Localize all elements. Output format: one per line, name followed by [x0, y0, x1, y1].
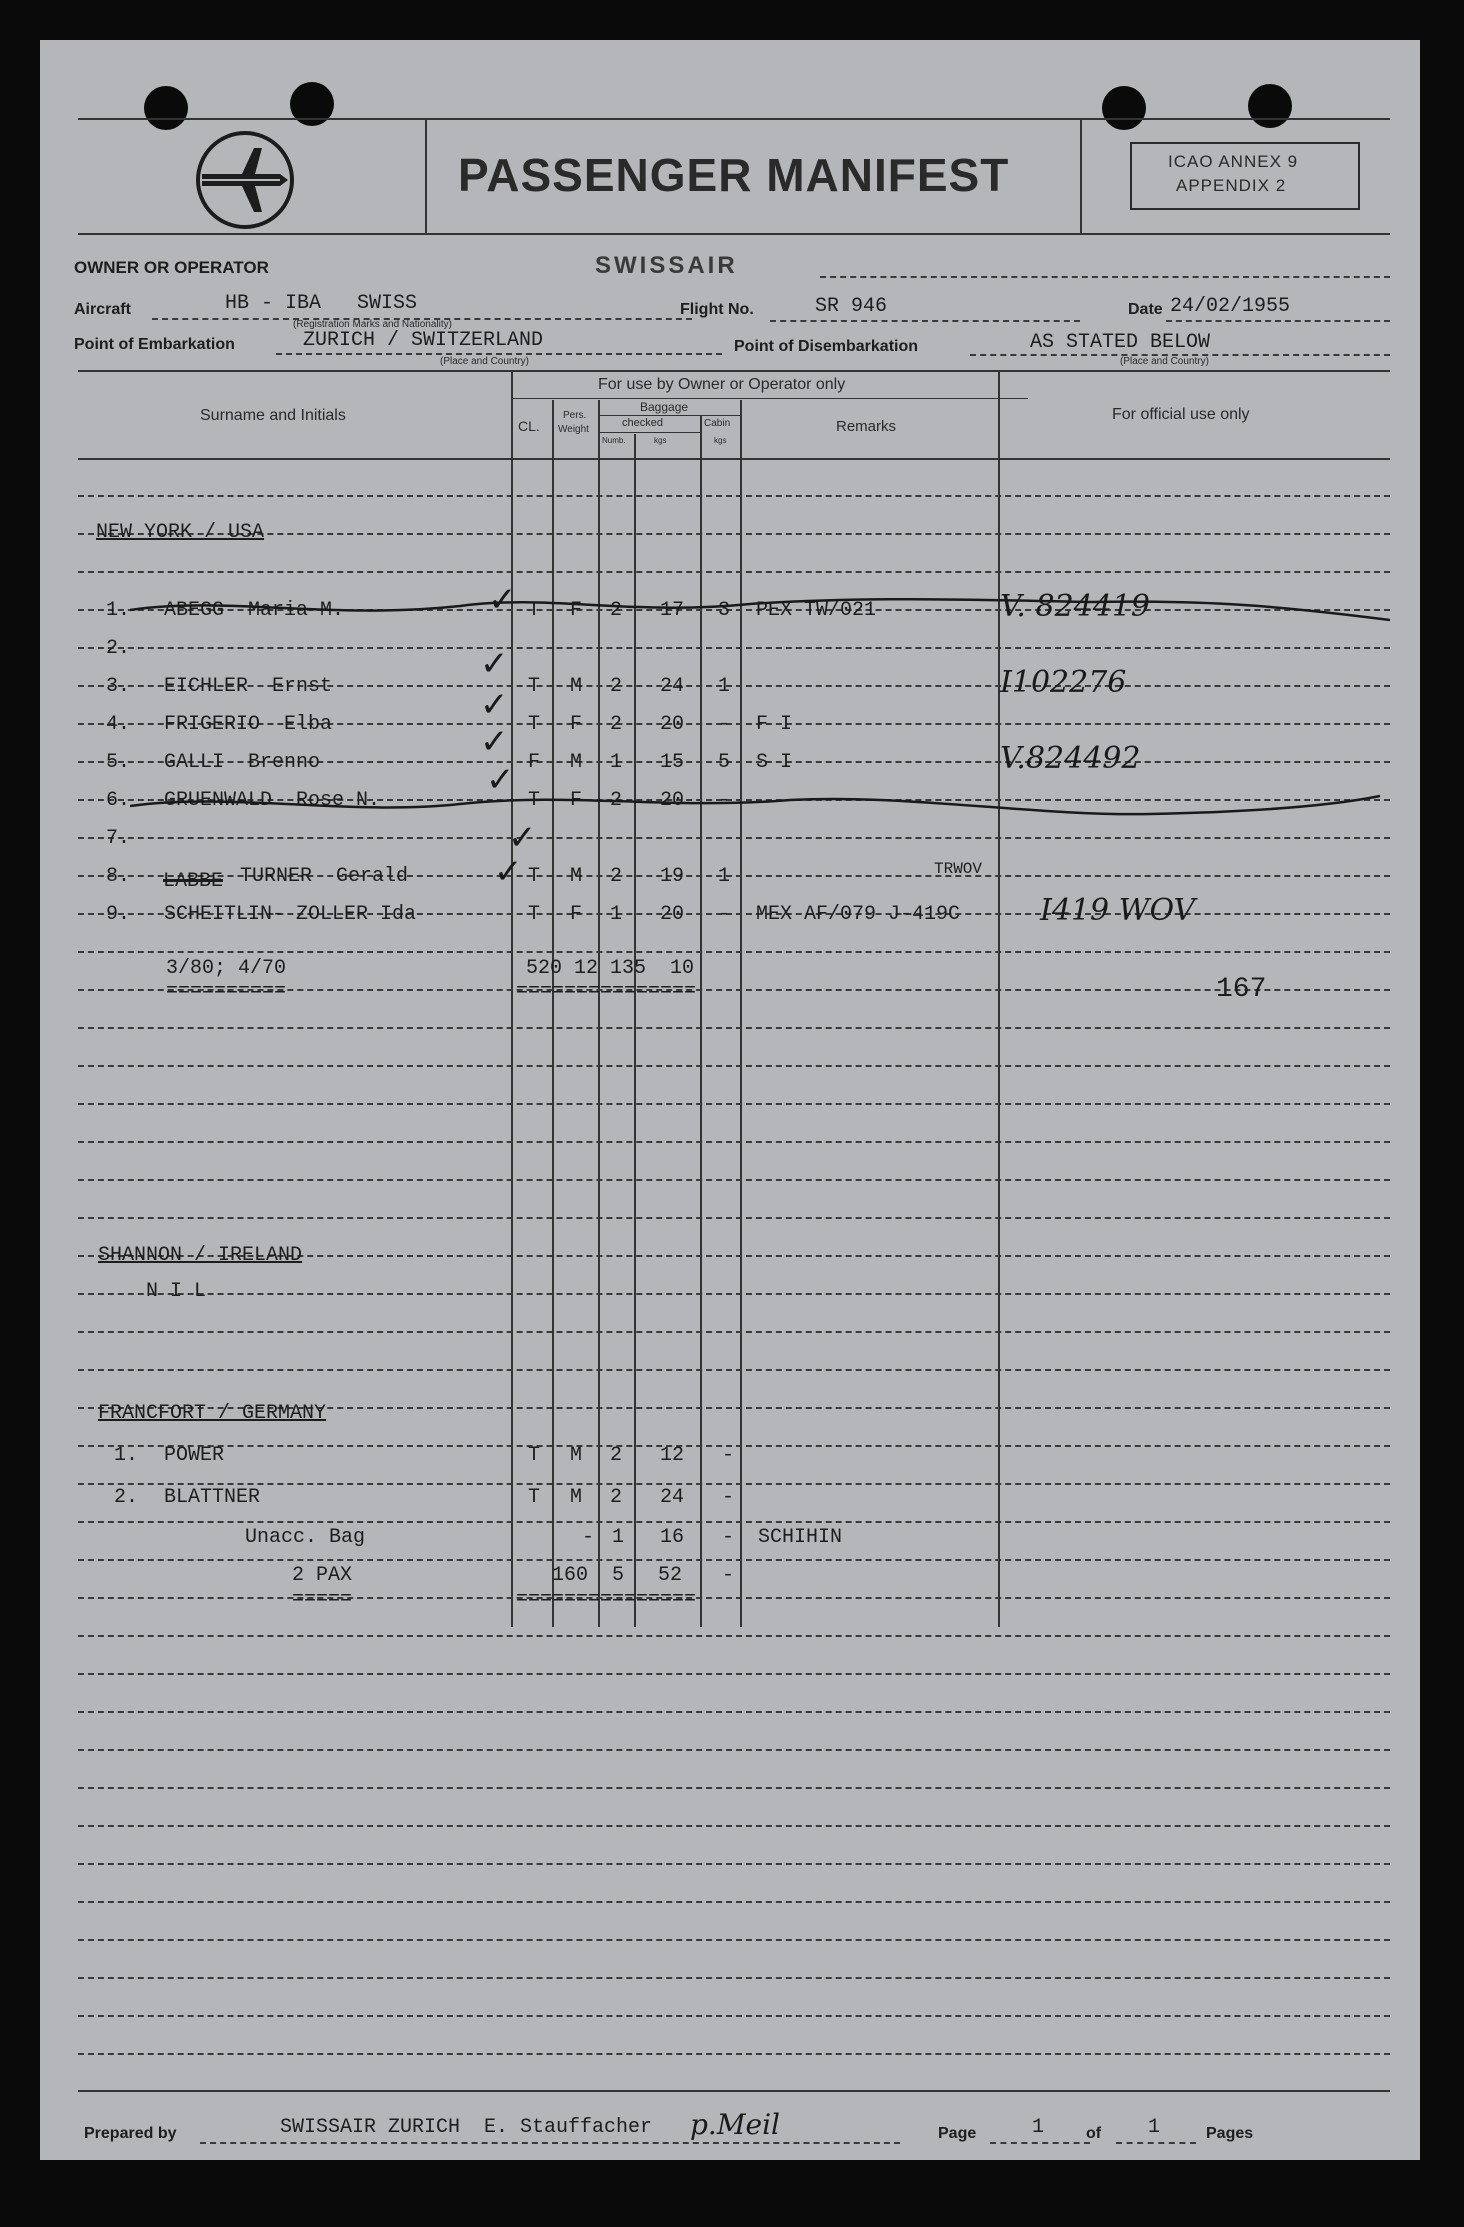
col-line	[998, 370, 1000, 1627]
col-line	[598, 400, 600, 1627]
pax-numb: 5	[612, 1564, 625, 1587]
passenger-name: ABEGG Maria M.	[164, 599, 345, 622]
of-rule	[1116, 2142, 1196, 2144]
airline-logo-icon	[192, 130, 298, 230]
ny-totals-cols-underline: ===============	[516, 980, 697, 1003]
row-rule	[78, 1293, 1390, 1295]
row-number: 8.	[106, 865, 131, 888]
passenger-name: TURNER Gerald	[240, 865, 409, 888]
page-title: PASSENGER MANIFEST	[458, 149, 1010, 201]
row-rule	[78, 533, 1390, 535]
check-mark: ✓	[508, 818, 537, 858]
row-rule	[78, 1103, 1390, 1105]
row-rule	[78, 1711, 1390, 1713]
row-rule	[78, 1217, 1390, 1219]
row-rule	[78, 1483, 1390, 1485]
row-number: 1.	[114, 1444, 139, 1467]
bag-kgs-cell: 20	[660, 903, 685, 926]
aircraft-note: (Registration Marks and Nationality)	[293, 319, 452, 330]
punch-hole	[144, 86, 188, 130]
baggage-rule	[600, 415, 740, 416]
date-label: Date	[1128, 301, 1163, 318]
check-mark: ✓	[494, 852, 523, 892]
cabin-cell: -	[718, 713, 731, 736]
bag-kgs-cell: 15	[660, 751, 685, 774]
row-rule	[78, 1369, 1390, 1371]
weight-cell: F	[570, 713, 583, 736]
weight-cell: F	[570, 599, 583, 622]
cabin-cell: -	[722, 1486, 735, 1509]
table-top-rule	[78, 370, 1390, 372]
struck-word: LABBE	[163, 870, 224, 893]
date-value: 24/02/1955	[1170, 295, 1291, 318]
ny-totals-label: 3/80; 4/70	[166, 957, 287, 980]
row-rule	[78, 1825, 1390, 1827]
row-number: 1.	[106, 599, 131, 622]
row-rule	[78, 1027, 1390, 1029]
passenger-name: EICHLER Ernst	[164, 675, 333, 698]
bag-count-cell: 2	[610, 1486, 623, 1509]
kgs-heading: kgs	[654, 436, 667, 445]
pages-label: Pages	[1206, 2125, 1254, 2142]
cabin-cell: -	[718, 789, 731, 812]
bag-kgs-cell: 19	[660, 865, 685, 888]
class-cell: T	[528, 1486, 541, 1509]
passenger-name: POWER	[164, 1444, 225, 1467]
check-mark: ✓	[486, 760, 515, 800]
bag-kgs-cell: 12	[660, 1444, 685, 1467]
manifest-sheet	[40, 40, 1420, 2160]
embark-value: ZURICH / SWITZERLAND	[303, 329, 544, 352]
ny-totals-underline: ==========	[166, 980, 287, 1003]
prepared-value: SWISSAIR ZURICH E. Stauffacher	[280, 2116, 653, 2139]
row-rule	[78, 1673, 1390, 1675]
prepared-label: Prepared by	[84, 2125, 177, 2142]
disembark-note: (Place and Country)	[1120, 356, 1209, 367]
page-label: Page	[938, 2125, 977, 2142]
date-rule	[1166, 320, 1390, 322]
bag-kgs-cell: 24	[660, 1486, 685, 1509]
icao-line-2: APPENDIX 2	[1176, 176, 1287, 195]
remarks-cell: S I	[756, 751, 793, 774]
class-cell: F	[528, 751, 541, 774]
passenger-name: FRIGERIO Elba	[164, 713, 333, 736]
class-cell: T	[528, 599, 541, 622]
section-heading-new-york: NEW YORK / USA	[96, 521, 265, 544]
row-rule	[78, 1597, 1390, 1599]
table-header-rule	[78, 458, 1390, 460]
remarks-cell: MEX AF/079 J-419C	[756, 903, 961, 926]
cabin-cell: -	[718, 903, 731, 926]
header-divider	[1080, 118, 1082, 233]
page-rule	[990, 2142, 1090, 2144]
checked-rule	[600, 432, 700, 433]
pax-label: 2 PAX	[292, 1564, 353, 1587]
shannon-nil: N I L	[146, 1280, 207, 1303]
unacc-remarks: SCHIHIN	[758, 1526, 843, 1549]
of-label: of	[1086, 2125, 1102, 2142]
check-mark: ✓	[480, 644, 509, 684]
signature: p.Meil	[690, 2108, 780, 2141]
row-rule	[78, 1787, 1390, 1789]
bag-count-cell: 2	[610, 1444, 623, 1467]
row-rule	[78, 1179, 1390, 1181]
row-rule	[78, 1331, 1390, 1333]
page-value: 1	[1032, 2116, 1045, 2139]
class-cell: T	[528, 903, 541, 926]
official-entry: V.824492	[1000, 741, 1141, 776]
disembark-value: AS STATED BELOW	[1030, 331, 1211, 354]
weight-cell: M	[570, 865, 583, 888]
cabin-kgs-heading: kgs	[714, 436, 727, 445]
remarks-heading: Remarks	[836, 418, 897, 435]
flight-label: Flight No.	[680, 301, 754, 318]
of-value: 1	[1148, 2116, 1161, 2139]
class-cell: T	[528, 1444, 541, 1467]
aircraft-label: Aircraft	[74, 301, 131, 318]
col-line	[552, 400, 554, 1627]
row-rule	[78, 837, 1390, 839]
check-mark: ✓	[480, 722, 509, 762]
pers-weight-heading-1: Pers.	[563, 410, 587, 421]
bag-count-cell: 2	[610, 599, 623, 622]
baggage-heading: Baggage	[640, 400, 689, 414]
cl-heading: CL.	[518, 418, 540, 434]
row-number: 5.	[106, 751, 131, 774]
checked-heading: checked	[622, 417, 663, 429]
row-number: 4.	[106, 713, 131, 736]
bag-kgs-cell: 17	[660, 599, 685, 622]
owner-value: SWISSAIR	[595, 252, 738, 279]
row-rule	[78, 1521, 1390, 1523]
col-line	[740, 400, 742, 1627]
ny-totals-columns: 520 12 135 10	[526, 957, 695, 980]
pax-weight: 160	[552, 1564, 589, 1587]
numb-heading: Numb.	[602, 436, 626, 445]
aircraft-value: HB - IBA SWISS	[225, 292, 418, 315]
row-rule	[78, 647, 1390, 649]
official-entry: I419 WOV	[1040, 893, 1196, 928]
icao-line-1: ICAO ANNEX 9	[1168, 152, 1299, 171]
disembark-label: Point of Disembarkation	[734, 338, 919, 355]
unacc-kgs: 16	[660, 1526, 685, 1549]
pax-cols-underline: ===============	[516, 1588, 697, 1611]
row-rule	[78, 951, 1390, 953]
embark-note: (Place and Country)	[440, 356, 529, 367]
cancel-scribble	[130, 588, 1390, 628]
owner-rule	[820, 276, 1390, 278]
row-number: 9.	[106, 903, 131, 926]
passenger-name: BLATTNER	[164, 1486, 261, 1509]
weight-cell: F	[570, 789, 583, 812]
cabin-cell: 1	[718, 675, 731, 698]
row-rule	[78, 1635, 1390, 1637]
bag-count-cell: 2	[610, 865, 623, 888]
row-number: 7.	[106, 827, 131, 850]
cabin-cell: 3	[718, 599, 731, 622]
row-rule	[78, 1559, 1390, 1561]
owner-label: OWNER OR OPERATOR	[74, 258, 269, 277]
bag-count-cell: 1	[610, 751, 623, 774]
class-cell: T	[528, 865, 541, 888]
check-mark: ✓	[488, 580, 517, 620]
section-heading-shannon: SHANNON / IRELAND	[98, 1244, 303, 1267]
row-rule	[78, 1065, 1390, 1067]
row-rule	[78, 2015, 1390, 2017]
surname-heading: Surname and Initials	[200, 407, 346, 424]
row-number: 3.	[106, 675, 131, 698]
cabin-cell: 1	[718, 865, 731, 888]
pax-kgs: 52	[658, 1564, 683, 1587]
row-rule	[78, 2053, 1390, 2055]
bag-count-cell: 2	[610, 789, 623, 812]
weight-cell: F	[570, 903, 583, 926]
remarks-cell: PEX TW/021	[756, 599, 877, 622]
passenger-name: GALLI Brenno	[164, 751, 321, 774]
header-top-rule	[78, 118, 1390, 120]
bag-kgs-cell: 20	[660, 789, 685, 812]
col-line	[511, 370, 513, 1627]
header-bottom-rule	[78, 233, 1390, 235]
row-rule	[78, 495, 1390, 497]
row-rule	[78, 1939, 1390, 1941]
row-rule	[78, 1977, 1390, 1979]
prepared-rule	[200, 2142, 900, 2144]
row-rule	[78, 1749, 1390, 1751]
punch-hole	[1102, 86, 1146, 130]
unacc-label: Unacc. Bag	[245, 1526, 366, 1549]
remarks-cell: F I	[756, 713, 793, 736]
flight-value: SR 946	[815, 295, 888, 318]
official-note: 167	[1216, 974, 1267, 1005]
cabin-cell: -	[722, 1444, 735, 1467]
unacc-cabin: -	[722, 1526, 735, 1549]
embark-rule	[276, 353, 722, 355]
bag-count-cell: 2	[610, 713, 623, 736]
header-divider	[425, 118, 427, 233]
weight-cell: M	[570, 675, 583, 698]
pax-underline: =====	[292, 1588, 353, 1611]
passenger-name: SCHEITLIN- ZOLLER Ida	[164, 903, 417, 926]
flight-rule	[770, 320, 1080, 322]
class-cell: T	[528, 789, 541, 812]
bag-kgs-cell: 24	[660, 675, 685, 698]
remark-extra: TRWOV	[934, 860, 983, 878]
class-cell: T	[528, 675, 541, 698]
owner-use-heading: For use by Owner or Operator only	[598, 376, 846, 393]
pax-cabin: -	[722, 1564, 735, 1587]
section-heading-frankfort: FRANCFORT / GERMANY	[98, 1402, 327, 1425]
punch-hole	[1248, 84, 1292, 128]
official-entry: V. 824419	[1000, 589, 1151, 624]
weight-cell: M	[570, 1444, 583, 1467]
row-number: 2.	[114, 1486, 139, 1509]
unacc-numb: 1	[612, 1526, 625, 1549]
bag-count-cell: 2	[610, 675, 623, 698]
cabin-heading: Cabin	[704, 418, 731, 429]
official-entry: I102276	[1000, 665, 1127, 700]
bag-kgs-cell: 20	[660, 713, 685, 736]
pers-weight-heading-2: Weight	[558, 424, 589, 435]
weight-cell: M	[570, 751, 583, 774]
cancel-scribble	[130, 786, 1390, 826]
row-rule	[78, 1901, 1390, 1903]
unacc-pw: -	[582, 1526, 595, 1549]
bag-count-cell: 1	[610, 903, 623, 926]
row-rule	[78, 1863, 1390, 1865]
row-number: 2.	[106, 637, 131, 660]
row-number: 6.	[106, 789, 131, 812]
row-rule	[78, 571, 1390, 573]
weight-cell: M	[570, 1486, 583, 1509]
embark-label: Point of Embarkation	[74, 336, 235, 353]
official-heading: For official use only	[1112, 406, 1250, 423]
cabin-cell: 5	[718, 751, 731, 774]
row-rule	[78, 1141, 1390, 1143]
owner-use-rule	[512, 398, 1028, 399]
footer-rule	[78, 2090, 1390, 2092]
class-cell: T	[528, 713, 541, 736]
check-mark: ✓	[480, 685, 509, 725]
passenger-name: GRUENWALD Rose N.	[164, 789, 381, 812]
